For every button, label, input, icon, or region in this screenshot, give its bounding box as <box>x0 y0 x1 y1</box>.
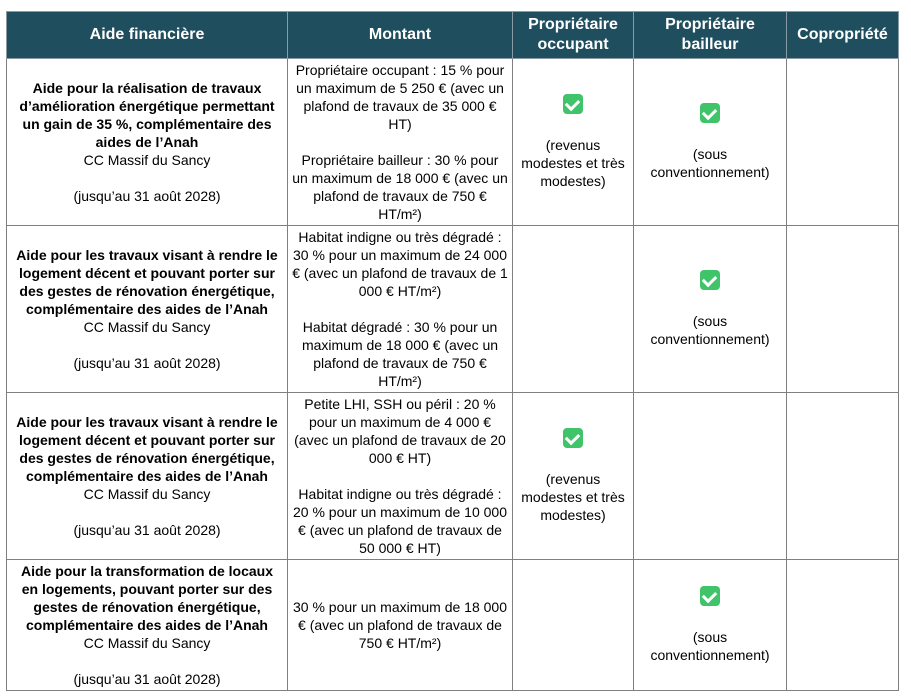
amount-text: Habitat indigne ou très dégradé : 30 % pour un maximum de 24 000 € (avec un plafond de travaux de 1 000 € HT/m²) <box>292 229 508 299</box>
table-row <box>7 226 899 393</box>
bailleur-cell <box>634 59 787 226</box>
copropriete-cell <box>787 226 899 393</box>
aid-cell <box>7 393 288 560</box>
copropriete-cell <box>787 393 899 560</box>
check-box-icon <box>563 94 583 114</box>
amount-text: Propriétaire bailleur : 30 % pour un maximum de 18 000 € (avec un plafond de travaux de 750 € HT/m²) <box>292 152 508 222</box>
occupant-note: (revenus modestes et très modestes) <box>521 137 625 190</box>
aid-date: (jusqu’au 31 août 2028) <box>73 355 221 371</box>
amount-text: 30 % pour un maximum de 18 000 € (avec un plafond de travaux de 750 € HT/m²) <box>292 599 507 651</box>
amount-text: Habitat indigne ou très dégradé : 20 % pour un maximum de 10 000 € (avec un plafond de travaux de 50 000 € HT) <box>292 486 507 556</box>
amount-cell <box>288 226 513 393</box>
bailleur-cell <box>634 560 787 691</box>
check-box-icon <box>700 103 720 123</box>
occupant-cell <box>513 59 634 226</box>
occupant-cell <box>513 226 634 393</box>
header-occupant: Propriétaire occupant <box>513 12 634 59</box>
amount-text: Propriétaire occupant : 15 % pour un maximum de 5 250 € (avec un plafond de travaux de 35 000 € HT) <box>295 62 505 132</box>
aid-date: (jusqu’au 31 août 2028) <box>73 522 221 538</box>
aid-cell <box>7 59 288 226</box>
bailleur-note: (sous conventionnement) <box>650 313 770 348</box>
aid-cell <box>7 560 288 691</box>
table-row <box>7 560 899 691</box>
amount-text: Habitat dégradé : 30 % pour un maximum de 18 000 € (avec un plafond de travaux de 750 € HT/m²) <box>301 319 499 389</box>
aid-date: (jusqu’au 31 août 2028) <box>73 671 221 687</box>
aid-org: CC Massif du Sancy <box>83 319 211 335</box>
aid-org: CC Massif du Sancy <box>83 152 211 168</box>
check-box-icon <box>700 586 720 606</box>
header-row <box>7 12 899 59</box>
occupant-note: (revenus modestes et très modestes) <box>521 471 625 524</box>
table-row <box>7 59 899 226</box>
copropriete-cell <box>787 560 899 691</box>
aid-org: CC Massif du Sancy <box>83 635 211 651</box>
amount-cell <box>288 59 513 226</box>
check-box-icon <box>700 270 720 290</box>
occupant-cell <box>513 393 634 560</box>
aid-cell <box>7 226 288 393</box>
aid-org: CC Massif du Sancy <box>83 486 211 502</box>
amount-cell <box>288 393 513 560</box>
header-bailleur: Propriétaire bailleur <box>634 12 787 59</box>
header-copropriete: Copropriété <box>787 12 899 59</box>
amount-text: Petite LHI, SSH ou péril : 20 % pour un maximum de 4 000 € (avec un plafond de travaux de 20 000 € HT) <box>294 396 506 466</box>
aid-date: (jusqu’au 31 août 2028) <box>73 188 221 204</box>
copropriete-cell <box>787 59 899 226</box>
bailleur-cell <box>634 226 787 393</box>
check-box-icon <box>563 428 583 448</box>
aid-title: Aide pour les travaux visant à rendre le logement décent et pouvant porter sur des gestes de rénovation énergétique, complémentaire des aides de l’Anah <box>16 247 278 317</box>
amount-cell <box>288 560 513 691</box>
aid-title: Aide pour la transformation de locaux en logements, pouvant porter sur des gestes de rénovation énergétique, complémentaire des aides de l’Anah <box>20 563 274 633</box>
aid-title: Aide pour les travaux visant à rendre le logement décent et pouvant porter sur des gestes de rénovation énergétique, complémentaire des aides de l’Anah <box>16 414 278 484</box>
occupant-cell <box>513 560 634 691</box>
header-montant: Montant <box>288 12 513 59</box>
table-row <box>7 393 899 560</box>
bailleur-note: (sous conventionnement) <box>650 146 770 181</box>
bailleur-cell <box>634 393 787 560</box>
aid-title: Aide pour la réalisation de travaux d’amélioration énergétique permettant un gain de 35 %, complémentaire des aides de l’Anah <box>19 80 275 150</box>
aid-table <box>6 11 899 691</box>
header-aide: Aide financière <box>7 12 288 59</box>
bailleur-note: (sous conventionnement) <box>650 629 770 664</box>
